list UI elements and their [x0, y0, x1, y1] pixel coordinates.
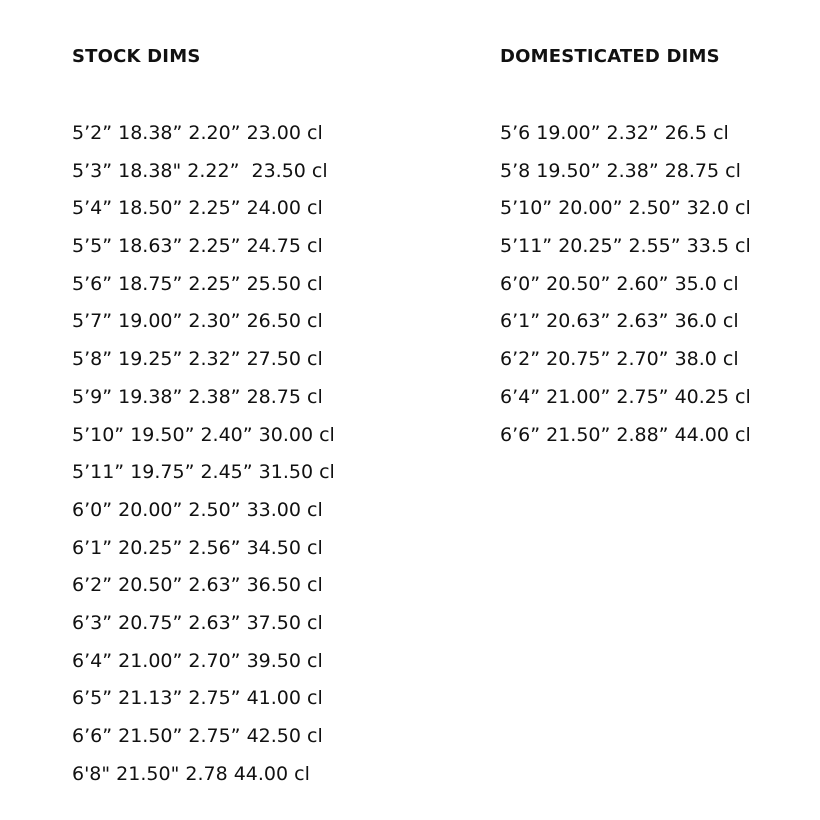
domesticated-dims-row: 6’4” 21.00” 2.75” 40.25 cl	[500, 385, 751, 408]
domesticated-dims-row: 5’6 19.00” 2.32” 26.5 cl	[500, 122, 729, 144]
stock-dims-row: 5’11” 19.75” 2.45” 31.50 cl	[72, 461, 335, 484]
domesticated-dims-row: 5’10” 20.00” 2.50” 32.0 cl	[500, 197, 751, 220]
domesticated-dims-row: 6’1” 20.63” 2.63” 36.0 cl	[500, 310, 739, 333]
stock-dims-row: 6’2” 20.50” 2.63” 36.50 cl	[72, 574, 323, 597]
stock-dims-row: 6’6” 21.50” 2.75” 42.50 cl	[72, 725, 323, 747]
stock-dims-row: 6’4” 21.00” 2.70” 39.50 cl	[72, 649, 323, 672]
stock-dims-row: 5’4” 18.50” 2.25” 24.00 cl	[72, 197, 323, 220]
stock-dims-row: 5’9” 19.38” 2.38” 28.75 cl	[72, 385, 323, 408]
stock-dims-row: 5’3” 18.38" 2.22” 23.50 cl	[72, 159, 328, 182]
stock-dims-row: 5’10” 19.50” 2.40” 30.00 cl	[72, 423, 335, 446]
domesticated-dims-row: 6’6” 21.50” 2.88” 44.00 cl	[500, 423, 751, 446]
domesticated-dims-row: 5’8 19.50” 2.38” 28.75 cl	[500, 159, 741, 182]
domesticated-dims-list	[500, 115, 800, 454]
stock-dims-row: 6’5” 21.13” 2.75” 41.00 cl	[72, 687, 323, 710]
stock-dims-heading: STOCK DIMS	[72, 46, 201, 67]
stock-dims-row: 5’2” 18.38” 2.20” 23.00 cl	[72, 122, 323, 144]
domesticated-dims-row: 5’11” 20.25” 2.55” 33.5 cl	[500, 235, 751, 258]
stock-dims-row: 6’3” 20.75” 2.63” 37.50 cl	[72, 611, 323, 634]
stock-dims-row: 5’5” 18.63” 2.25” 24.75 cl	[72, 235, 323, 258]
domesticated-dims-row: 6’2” 20.75” 2.70” 38.0 cl	[500, 348, 739, 371]
stock-dims-row: 5’8” 19.25” 2.32” 27.50 cl	[72, 348, 323, 371]
stock-dims-row: 6’0” 20.00” 2.50” 33.00 cl	[72, 498, 323, 521]
domesticated-dims-column	[500, 46, 800, 454]
stock-dims-row: 5’6” 18.75” 2.25” 25.50 cl	[72, 272, 323, 295]
stock-dims-row: 5’7” 19.00” 2.30” 26.50 cl	[72, 310, 323, 333]
domesticated-dims-heading: DOMESTICATED DIMS	[500, 46, 720, 67]
domesticated-dims-row: 6’0” 20.50” 2.60” 35.0 cl	[500, 272, 739, 295]
stock-dims-column	[72, 46, 452, 793]
stock-dims-list	[72, 115, 452, 793]
stock-dims-row: 6'8" 21.50" 2.78 44.00 cl	[72, 762, 310, 785]
stock-dims-row: 6’1” 20.25” 2.56” 34.50 cl	[72, 536, 323, 559]
